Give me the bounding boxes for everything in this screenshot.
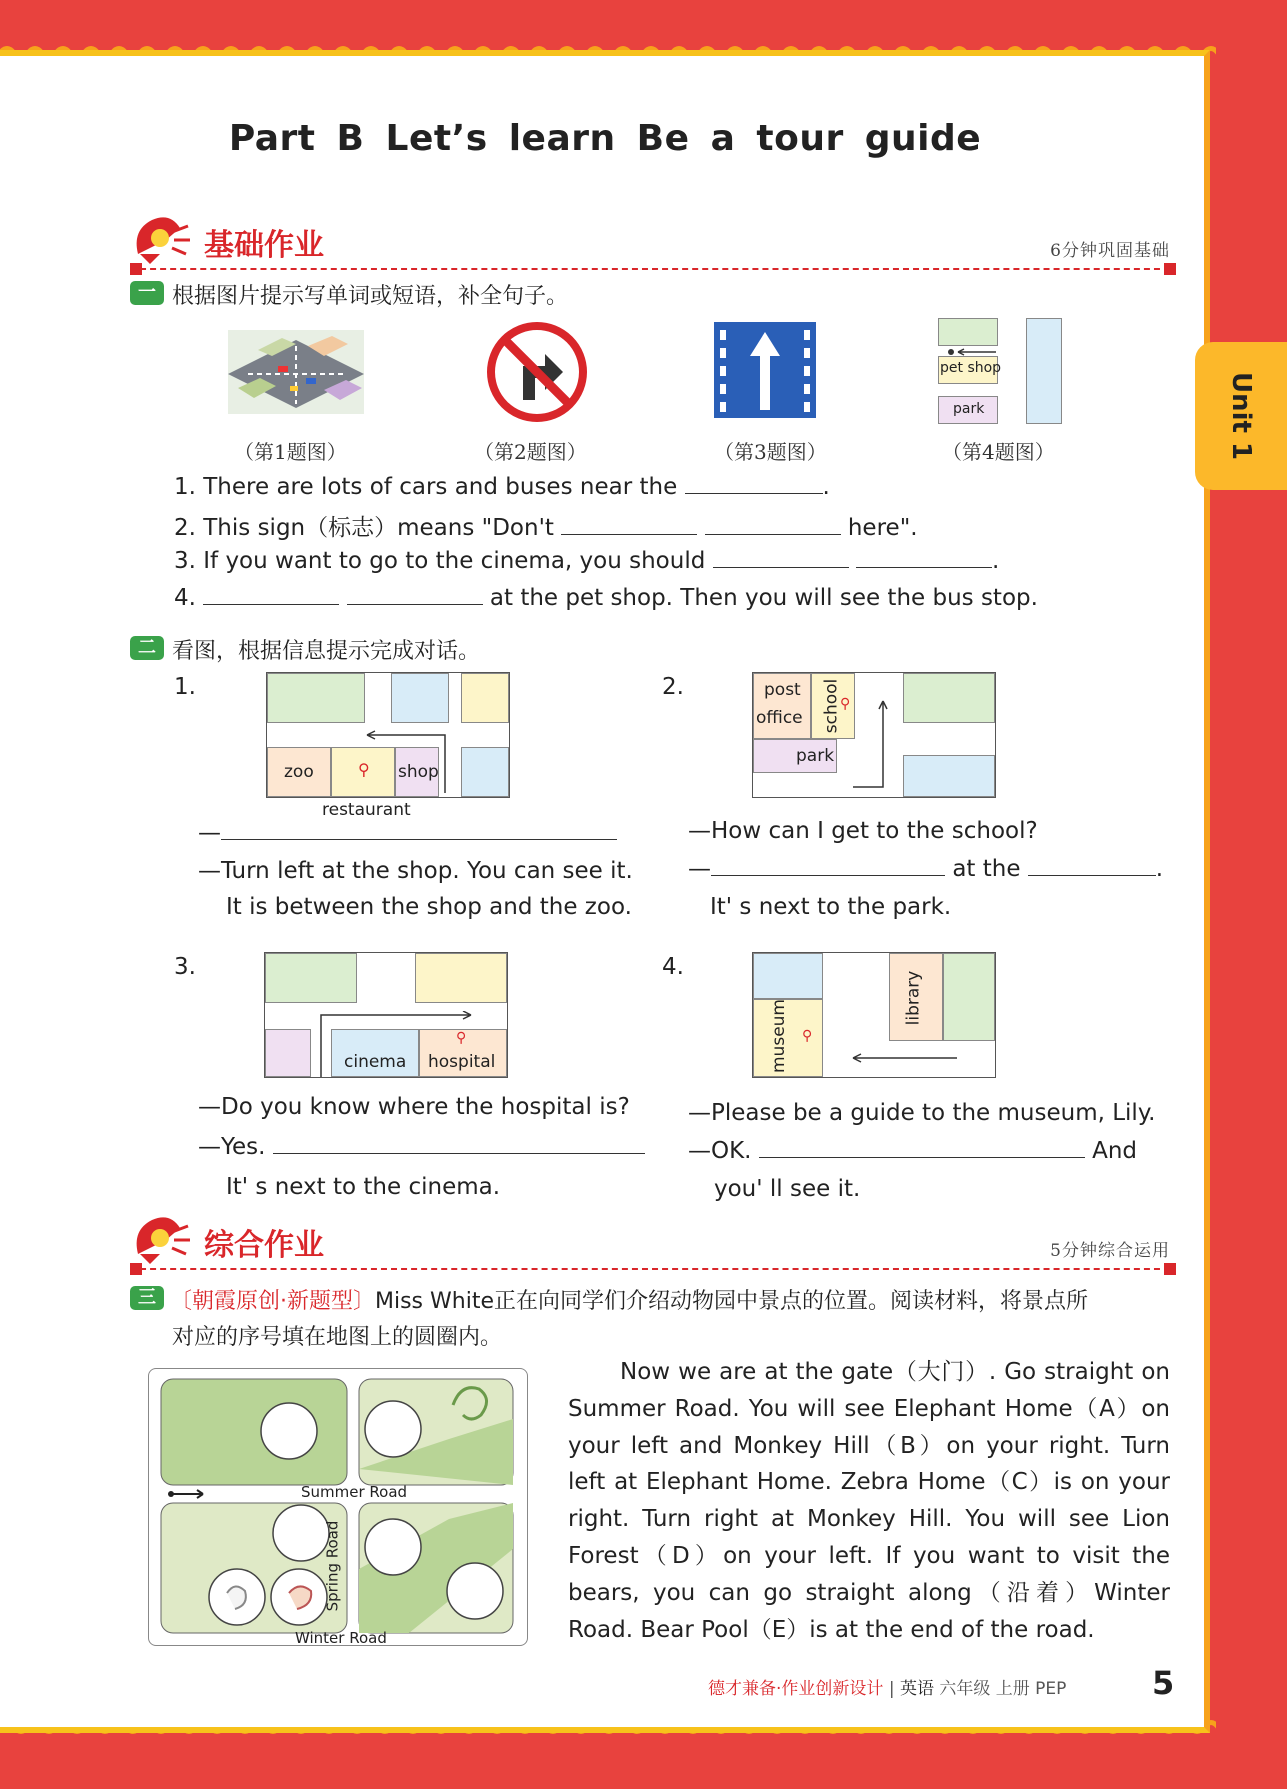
q1-line-1-text: 1. There are lots of cars and buses near the [174, 474, 678, 500]
route-arrow-icon [363, 725, 449, 795]
pin-icon: ⚲ [358, 760, 370, 779]
q2-map-1 [266, 672, 510, 798]
ok-text: —OK. [688, 1138, 752, 1164]
answer-blank[interactable] [856, 546, 992, 568]
q3-instruction-line-1: Miss White正在向同学们介绍动物园中景点的位置。阅读材料，将景点所 [375, 1289, 1088, 1314]
q2-2-d1: —How can I get to the school? [688, 818, 1038, 844]
q2-map-2 [752, 672, 996, 798]
q1-line-2-end: here". [847, 515, 918, 541]
section-comprehensive-subtitle: 5分钟综合运用 [1050, 1241, 1170, 1261]
pet-shop-label: pet shop [940, 360, 1002, 376]
pic4-map [938, 318, 1064, 426]
winter-road-label: Winter Road [295, 1629, 387, 1647]
park-label: park [796, 746, 835, 766]
q2-4-d2 [688, 1136, 1137, 1164]
dash: — [198, 820, 221, 846]
hospital-label: hospital [428, 1052, 496, 1072]
zoo-map [148, 1368, 528, 1646]
q1-line-1 [174, 472, 830, 500]
q2-3-d1: —Do you know where the hospital is? [198, 1094, 630, 1120]
caption-4: （第4题图） [942, 440, 1055, 464]
restaurant-label: restaurant [322, 800, 411, 820]
q2-item-3-number: 3. [174, 954, 196, 980]
q2-item-1-number: 1. [174, 674, 196, 700]
q2-item-2-number: 2. [662, 674, 684, 700]
q2-map-4 [752, 952, 996, 1078]
answer-blank[interactable] [705, 513, 841, 535]
page-title: Part B Let’s learn Be a tour guide [228, 118, 982, 159]
answer-blank[interactable] [711, 854, 945, 876]
q1-line-2 [174, 509, 918, 542]
dash: — [688, 856, 711, 882]
q1-line-3-end: . [991, 548, 1000, 574]
unit-tab [1195, 342, 1287, 490]
q2-1-d2: —Turn left at the shop. You can see it. [198, 858, 633, 884]
and-text: And [1092, 1138, 1138, 1164]
q2-item-4-number: 4. [662, 954, 684, 980]
q2-2-d2 [688, 854, 1163, 882]
yes-text: —Yes. [198, 1134, 266, 1160]
pin-icon: ⚲ [840, 696, 851, 712]
spring-road-label: Spring Road [323, 1520, 342, 1612]
reading-paragraph [568, 1354, 1170, 1648]
answer-blank[interactable] [221, 818, 617, 840]
period: . [1155, 856, 1164, 882]
divider-end-square [130, 263, 142, 275]
office-label: office [756, 708, 803, 728]
divider-end-square [130, 1263, 142, 1275]
answer-blank[interactable] [713, 546, 849, 568]
answer-blank[interactable] [561, 513, 697, 535]
q2-map-3 [264, 952, 508, 1078]
reading-paragraph-text: Now we are at the gate（大门）. Go straight on Summer Road. You will see Elephant Home（A）on your left and Monkey Hill（B）on your right. Turn left at Elephant Home. Zebra Home（C）is on your right. Turn right at Monkey Hill. You will see Lion Forest（D）on your left. If you want to visit the bears, you can go straight along（沿着）Winter Road. Bear Pool（E）is at the end of the road. [568, 1359, 1170, 1643]
lamp-icon [130, 210, 192, 266]
caption-3: （第3题图） [714, 440, 827, 464]
q1-line-4 [174, 583, 1038, 611]
answer-blank[interactable] [685, 472, 823, 494]
q2-1-d1 [198, 818, 617, 846]
summer-road-label: Summer Road [301, 1483, 408, 1501]
q2-instruction: 看图，根据信息提示完成对话。 [172, 639, 481, 664]
q2-badge: 二 [130, 636, 164, 660]
q2-4-d1: —Please be a guide to the museum, Lily. [688, 1100, 1156, 1126]
no-right-turn-icon [487, 322, 587, 422]
q1-line-3-text: 3. If you want to go to the cinema, you should [174, 548, 706, 574]
pin-icon: ⚲ [456, 1030, 467, 1046]
lamp-icon [130, 1210, 192, 1266]
pin-icon: ⚲ [802, 1028, 813, 1044]
divider-end-square [1164, 263, 1176, 275]
answer-blank[interactable] [273, 1132, 645, 1154]
caption-1: （第1题图） [234, 440, 347, 464]
footer-separator: | [888, 1679, 895, 1699]
q2-1-d3: It is between the shop and the zoo. [226, 894, 632, 920]
go-straight-sign-icon [714, 322, 816, 418]
section-comprehensive-title: 综合作业 [204, 1228, 324, 1263]
q2-3-d3: It' s next to the cinema. [226, 1174, 501, 1200]
answer-blank[interactable] [203, 583, 339, 605]
arrow-icon [948, 348, 998, 356]
q2-2-d3: It' s next to the park. [710, 894, 952, 920]
footer-brand: 德才兼备·作业创新设计 [708, 1679, 884, 1699]
q1-line-2-text: 2. This sign（标志）means "Don't [174, 515, 554, 541]
footer [708, 1674, 1066, 1699]
section-divider [130, 1268, 1170, 1270]
library-label: library [903, 970, 924, 1026]
museum-label: museum [769, 999, 789, 1073]
cinema-label: cinema [344, 1052, 407, 1072]
zoo-label: zoo [284, 762, 314, 782]
q2-3-d2 [198, 1132, 645, 1160]
route-arrow-icon [317, 1011, 477, 1079]
divider-end-square [1164, 1263, 1176, 1275]
footer-grade: 六年级 上册 PEP [939, 1679, 1067, 1699]
section-basic-header [130, 210, 1170, 270]
q1-line-4-end: at the pet shop. Then you will see the bus stop. [489, 585, 1038, 611]
q2-4-d3: you' ll see it. [714, 1176, 861, 1202]
at-the-text: at the [952, 856, 1021, 882]
q3-badge: 三 [130, 1286, 164, 1310]
q1-line-1-end: . [822, 474, 830, 500]
q3-instruction [170, 1284, 1088, 1315]
caption-2: （第2题图） [474, 440, 587, 464]
answer-blank[interactable] [759, 1136, 1085, 1158]
page-number: 5 [1152, 1664, 1175, 1702]
unit-tab-label: Unit 1 [1225, 371, 1256, 461]
footer-subject: 英语 [899, 1679, 934, 1699]
shop-label: shop [398, 762, 439, 782]
park-label: park [953, 401, 985, 417]
school-label: school [821, 678, 842, 734]
q1-instruction: 根据图片提示写单词或短语，补全句子。 [172, 284, 569, 309]
route-arrow-icon [853, 697, 893, 797]
section-divider [130, 268, 1170, 270]
q1-badge: 一 [130, 281, 164, 305]
q3-tag: 〔朝霞原创·新题型〕 [170, 1289, 375, 1314]
section-basic-subtitle: 6分钟巩固基础 [1050, 241, 1170, 261]
section-comprehensive-header [130, 1210, 1170, 1270]
post-label: post [764, 680, 801, 700]
q1-line-4-text: 4. [174, 585, 196, 611]
route-arrow-icon [849, 1053, 959, 1063]
q3-instruction-line-2: 对应的序号填在地图上的圆圈内。 [172, 1325, 503, 1350]
section-basic-title: 基础作业 [204, 228, 324, 263]
answer-blank[interactable] [1028, 854, 1156, 876]
answer-blank[interactable] [347, 583, 483, 605]
q1-line-3 [174, 546, 999, 574]
intersection-picture [228, 330, 364, 414]
